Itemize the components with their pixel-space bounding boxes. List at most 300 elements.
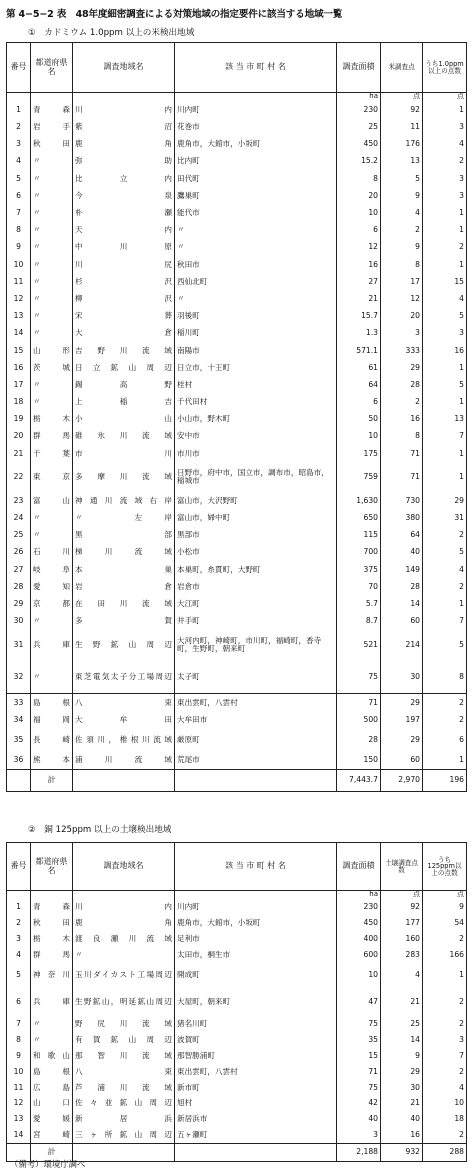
copper-table [6,842,467,1162]
prefecture: 〃 [31,325,73,342]
unit-cell [31,93,73,102]
over-threshold: 4 [423,136,467,153]
survey-size: 50 [337,411,381,428]
row-number: 9 [7,239,31,256]
sample-points: 29 [381,359,423,376]
table-row [7,544,467,561]
prefecture: 秋 田 [31,915,73,931]
row-number: 11 [7,1080,31,1096]
table-row [7,394,467,411]
survey-area: 小 山 [73,411,175,428]
sample-points: 40 [381,1111,423,1127]
sample-points: 20 [381,308,423,325]
table-row [7,1111,467,1127]
table-row [7,222,467,239]
table-row [7,711,467,728]
row-number: 1 [7,900,31,916]
survey-area: 渡良瀬川流域 [73,931,175,947]
cadmium-table [6,42,467,792]
survey-size: 6 [337,394,381,411]
survey-size: 6 [337,222,381,239]
sample-points: 25 [381,1017,423,1033]
sample-points: 8 [381,428,423,445]
municipality: 〃 [175,291,337,308]
table-row [7,578,467,595]
unit-cell [7,93,31,102]
table-row [7,428,467,445]
municipality: 大牟田市 [175,711,337,728]
prefecture: 島 根 [31,1064,73,1080]
sample-points: 30 [381,660,423,694]
row-number: 17 [7,377,31,394]
row-number: 5 [7,170,31,187]
prefecture: 〃 [31,170,73,187]
row-number: 21 [7,445,31,462]
over-threshold: 2 [423,694,467,711]
sample-points: 21 [381,987,423,1017]
over-threshold: 29 [423,492,467,509]
survey-size: 759 [337,462,381,492]
over-threshold: 1 [423,462,467,492]
sample-points: 29 [381,1064,423,1080]
table-row [7,728,467,752]
survey-area: 中 川 原 [73,239,175,256]
survey-area: 宋 葬 [73,308,175,325]
over-threshold: 2 [423,931,467,947]
header-over-threshold: うち1.0ppm以上の点数 [423,43,467,93]
table-row [7,630,467,660]
prefecture: 山 口 [31,1096,73,1112]
survey-size: 47 [337,987,381,1017]
sample-points: 380 [381,510,423,527]
survey-size: 27 [337,273,381,290]
municipality: 〃 [175,239,337,256]
row-number: 7 [7,205,31,222]
prefecture: 〃 [31,239,73,256]
prefecture: 京 都 [31,596,73,613]
row-number: 24 [7,510,31,527]
table-row [7,1017,467,1033]
municipality: 開成町 [175,963,337,987]
over-threshold: 5 [423,308,467,325]
sample-points: 9 [381,1048,423,1064]
sample-points: 5 [381,170,423,187]
survey-area: 神通川流域右岸 [73,492,175,509]
survey-area: 有賀鉱山周辺 [73,1032,175,1048]
total-label: 計 [31,770,73,792]
row-number: 23 [7,492,31,509]
table-row [7,963,467,987]
survey-size: 8 [337,170,381,187]
prefecture: 福 岡 [31,711,73,728]
survey-size: 400 [337,931,381,947]
row-number: 4 [7,947,31,963]
table-row [7,510,467,527]
over-threshold: 2 [423,1064,467,1080]
row-number: 14 [7,1127,31,1143]
survey-area: 新 居 浜 [73,1111,175,1127]
table-row [7,170,467,187]
survey-size: 21 [337,291,381,308]
municipality: 川内町 [175,102,337,119]
table-row [7,102,467,119]
survey-area: 生野鉱山周辺 [73,630,175,660]
municipality: 鹿角市，大館市，小坂町 [175,915,337,931]
over-threshold: 2 [423,239,467,256]
over-threshold: 2 [423,711,467,728]
prefecture: 栃 木 [31,931,73,947]
sample-points: 333 [381,342,423,359]
prefecture: 〃 [31,1017,73,1033]
survey-size: 8.7 [337,613,381,630]
survey-area: 梯川流域 [73,544,175,561]
table-row [7,527,467,544]
sample-points: 60 [381,752,423,769]
prefecture: 〃 [31,527,73,544]
survey-size: 10 [337,205,381,222]
total-blank [73,770,175,792]
municipality: 小山市，野木町 [175,411,337,428]
survey-size: 650 [337,510,381,527]
prefecture: 群 馬 [31,428,73,445]
prefecture: 青 森 [31,900,73,916]
sample-points: 4 [381,205,423,222]
survey-area: 杉 沢 [73,273,175,290]
table-row [7,900,467,916]
prefecture: 岐 阜 [31,561,73,578]
survey-area: 紫 沼 [73,119,175,136]
survey-area: 〃 左岸 [73,510,175,527]
over-threshold: 2 [423,578,467,595]
table-row [7,1048,467,1064]
table-row [7,187,467,204]
municipality: 比内町 [175,153,337,170]
survey-area: 市 川 [73,445,175,462]
over-threshold: 15 [423,273,467,290]
survey-area: 黒 部 [73,527,175,544]
table-row [7,153,467,170]
sample-points: 2 [381,222,423,239]
survey-size: 175 [337,445,381,462]
municipality: 桂村 [175,377,337,394]
municipality: 黒部市 [175,527,337,544]
prefecture: 宮 崎 [31,1127,73,1143]
header-sample-points: 米調査点 [381,43,423,93]
over-threshold: 166 [423,947,467,963]
sample-points: 71 [381,462,423,492]
table-row [7,411,467,428]
survey-size: 700 [337,544,381,561]
municipality: 荒尾市 [175,752,337,769]
prefecture: 群 馬 [31,947,73,963]
row-number: 2 [7,119,31,136]
survey-size: 521 [337,630,381,660]
row-number: 13 [7,308,31,325]
prefecture: 〃 [31,660,73,694]
prefecture: 神奈川 [31,963,73,987]
sample-points: 12 [381,291,423,308]
row-number: 3 [7,931,31,947]
sample-points: 92 [381,102,423,119]
over-threshold: 1 [423,445,467,462]
survey-area: 浦川流域 [73,752,175,769]
municipality: 富山市，大沢野町 [175,492,337,509]
survey-size: 15 [337,1048,381,1064]
sample-points: 3 [381,325,423,342]
survey-size: 15.7 [337,308,381,325]
survey-size: 71 [337,694,381,711]
survey-area: 今 泉 [73,187,175,204]
table-title: 第 4−5−2 表 48年度細密調査による対策地域の指定要件に該当する地域一覧 [6,9,343,20]
row-number: 10 [7,1064,31,1080]
survey-area: 柳 沢 [73,291,175,308]
sample-points: 8 [381,256,423,273]
survey-size: 10 [337,428,381,445]
prefecture: 長 崎 [31,728,73,752]
municipality: 田代町 [175,170,337,187]
survey-area: 弥 助 [73,153,175,170]
municipality: 五ヶ瀬町 [175,1127,337,1143]
survey-size: 20 [337,187,381,204]
table-row [7,342,467,359]
total-over: 288 [423,1143,467,1161]
prefecture: 〃 [31,291,73,308]
over-threshold: 9 [423,900,467,916]
prefecture: 富 山 [31,492,73,509]
municipality: 羽後町 [175,308,337,325]
survey-size: 61 [337,359,381,376]
over-threshold: 3 [423,119,467,136]
prefecture: 〃 [31,153,73,170]
row-number: 14 [7,325,31,342]
over-threshold: 31 [423,510,467,527]
municipality: 花巻市 [175,119,337,136]
row-number: 13 [7,1111,31,1127]
unit-cell [175,93,337,102]
survey-area: 朴 瀬 [73,205,175,222]
row-number: 9 [7,1048,31,1064]
sample-points: 197 [381,711,423,728]
sample-points: 9 [381,239,423,256]
header-survey-area: 調査地域名 [73,843,175,891]
table-row [7,915,467,931]
survey-area: 三ヶ所鉱山周辺 [73,1127,175,1143]
municipality: 東出雲町，八雲村 [175,694,337,711]
section1-label: ① カドミウム 1.0ppm 以上の米検出地域 [28,28,195,38]
total-label: 計 [31,1143,73,1161]
survey-area: 比 立 内 [73,170,175,187]
sample-points: 14 [381,596,423,613]
header-municipality: 該 当 市 町 村 名 [175,843,337,891]
row-number: 33 [7,694,31,711]
row-number: 1 [7,102,31,119]
survey-size: 1.3 [337,325,381,342]
prefecture: 〃 [31,510,73,527]
over-threshold: 4 [423,1080,467,1096]
sample-points: 160 [381,931,423,947]
municipality: 大河内町，神崎町，市川町，福崎町，香寺町，生野町，朝来町 [175,630,337,660]
total-size: 7,443.7 [337,770,381,792]
prefecture: 島 根 [31,694,73,711]
sample-points: 30 [381,1080,423,1096]
header-municipality: 該 当 市 町 村 名 [175,43,337,93]
municipality: 川内町 [175,900,337,916]
row-number: 12 [7,291,31,308]
unit-cell [73,93,175,102]
unit-row [7,891,467,900]
survey-size: 28 [337,728,381,752]
prefecture: 和歌山 [31,1048,73,1064]
over-threshold: 2 [423,527,467,544]
survey-size: 230 [337,102,381,119]
over-threshold: 54 [423,915,467,931]
prefecture: 山 形 [31,342,73,359]
survey-area: 川 内 [73,102,175,119]
survey-area: 川 尻 [73,256,175,273]
survey-size: 64 [337,377,381,394]
prefecture: 茨 城 [31,359,73,376]
prefecture: 〃 [31,205,73,222]
row-number: 8 [7,1032,31,1048]
unit-size: ha [337,93,381,102]
over-threshold: 2 [423,153,467,170]
table-row [7,256,467,273]
prefecture: 秋 田 [31,136,73,153]
prefecture: 千 葉 [31,445,73,462]
over-threshold: 16 [423,342,467,359]
survey-size: 12 [337,239,381,256]
survey-area: 在田川流域 [73,596,175,613]
total-size: 2,188 [337,1143,381,1161]
prefecture: 青 森 [31,102,73,119]
over-threshold: 1 [423,394,467,411]
table-row [7,1080,467,1096]
table-row [7,291,467,308]
unit-cell [31,891,73,900]
row-number: 12 [7,1096,31,1112]
survey-area: 生野鉱山，明延鉱山周辺 [73,987,175,1017]
row-number: 34 [7,711,31,728]
header-survey-size: 調査面積 [337,843,381,891]
municipality: 秋田市 [175,256,337,273]
prefecture: 兵 庫 [31,987,73,1017]
survey-area: 野尻川流域 [73,1017,175,1033]
municipality: 猪名川町 [175,1017,337,1033]
survey-area: 本 巣 [73,561,175,578]
over-threshold: 3 [423,170,467,187]
sample-points: 11 [381,119,423,136]
municipality: 東出雲町，八雲村 [175,1064,337,1080]
survey-area: 大 倉 [73,325,175,342]
survey-area: 佐々並鉱山周辺 [73,1096,175,1112]
total-row [7,770,467,792]
unit-points: 点 [381,93,423,102]
survey-size: 450 [337,915,381,931]
over-threshold: 4 [423,291,467,308]
municipality: 千代田村 [175,394,337,411]
sample-points: 29 [381,728,423,752]
sample-points: 16 [381,411,423,428]
row-number: 16 [7,359,31,376]
survey-size: 571.1 [337,342,381,359]
unit-cell [73,891,175,900]
over-threshold: 3 [423,187,467,204]
over-threshold: 18 [423,1111,467,1127]
row-number: 6 [7,987,31,1017]
row-number: 26 [7,544,31,561]
over-threshold: 1 [423,205,467,222]
over-threshold: 2 [423,1127,467,1143]
total-blank [73,1143,175,1161]
over-threshold: 8 [423,660,467,694]
municipality: 〃 [175,222,337,239]
survey-size: 10 [337,963,381,987]
row-number: 27 [7,561,31,578]
table-row [7,136,467,153]
row-number: 11 [7,273,31,290]
sample-points: 2 [381,394,423,411]
survey-size: 3 [337,1127,381,1143]
total-points: 2,970 [381,770,423,792]
over-threshold: 3 [423,325,467,342]
over-threshold: 1 [423,256,467,273]
survey-area: 芦浦川流域 [73,1080,175,1096]
header-survey-size: 調査面積 [337,43,381,93]
survey-size: 1,630 [337,492,381,509]
municipality: 富山市，婦中町 [175,510,337,527]
sample-points: 13 [381,153,423,170]
survey-area: 岩 倉 [73,578,175,595]
table-row [7,492,467,509]
municipality: 能代市 [175,205,337,222]
prefecture: 東 京 [31,462,73,492]
over-threshold: 1 [423,222,467,239]
source-note: （備考）環境庁調べ [10,1159,86,1169]
table-row [7,987,467,1017]
prefecture: 愛 媛 [31,1111,73,1127]
table-row [7,239,467,256]
survey-area: 鹿 角 [73,136,175,153]
prefecture: 〃 [31,394,73,411]
over-threshold: 7 [423,613,467,630]
municipality: 鷹巣町 [175,187,337,204]
row-number: 5 [7,963,31,987]
prefecture: 石 川 [31,544,73,561]
survey-size: 40 [337,1111,381,1127]
over-threshold: 5 [423,630,467,660]
sample-points: 71 [381,445,423,462]
header-number: 番号 [7,43,31,93]
over-threshold: 4 [423,561,467,578]
over-threshold: 13 [423,411,467,428]
survey-area: 錫 高 野 [73,377,175,394]
total-blank [175,1143,337,1161]
survey-size: 42 [337,1096,381,1112]
row-number: 7 [7,1017,31,1033]
row-number: 28 [7,578,31,595]
municipality: 波賀町 [175,1032,337,1048]
row-number: 22 [7,462,31,492]
municipality: 厳原町 [175,728,337,752]
prefecture: 〃 [31,308,73,325]
total-points: 932 [381,1143,423,1161]
cadmium-table-body [7,93,467,792]
row-number: 6 [7,187,31,204]
row-number: 10 [7,256,31,273]
survey-size: 75 [337,660,381,694]
row-number: 36 [7,752,31,769]
survey-size: 115 [337,527,381,544]
